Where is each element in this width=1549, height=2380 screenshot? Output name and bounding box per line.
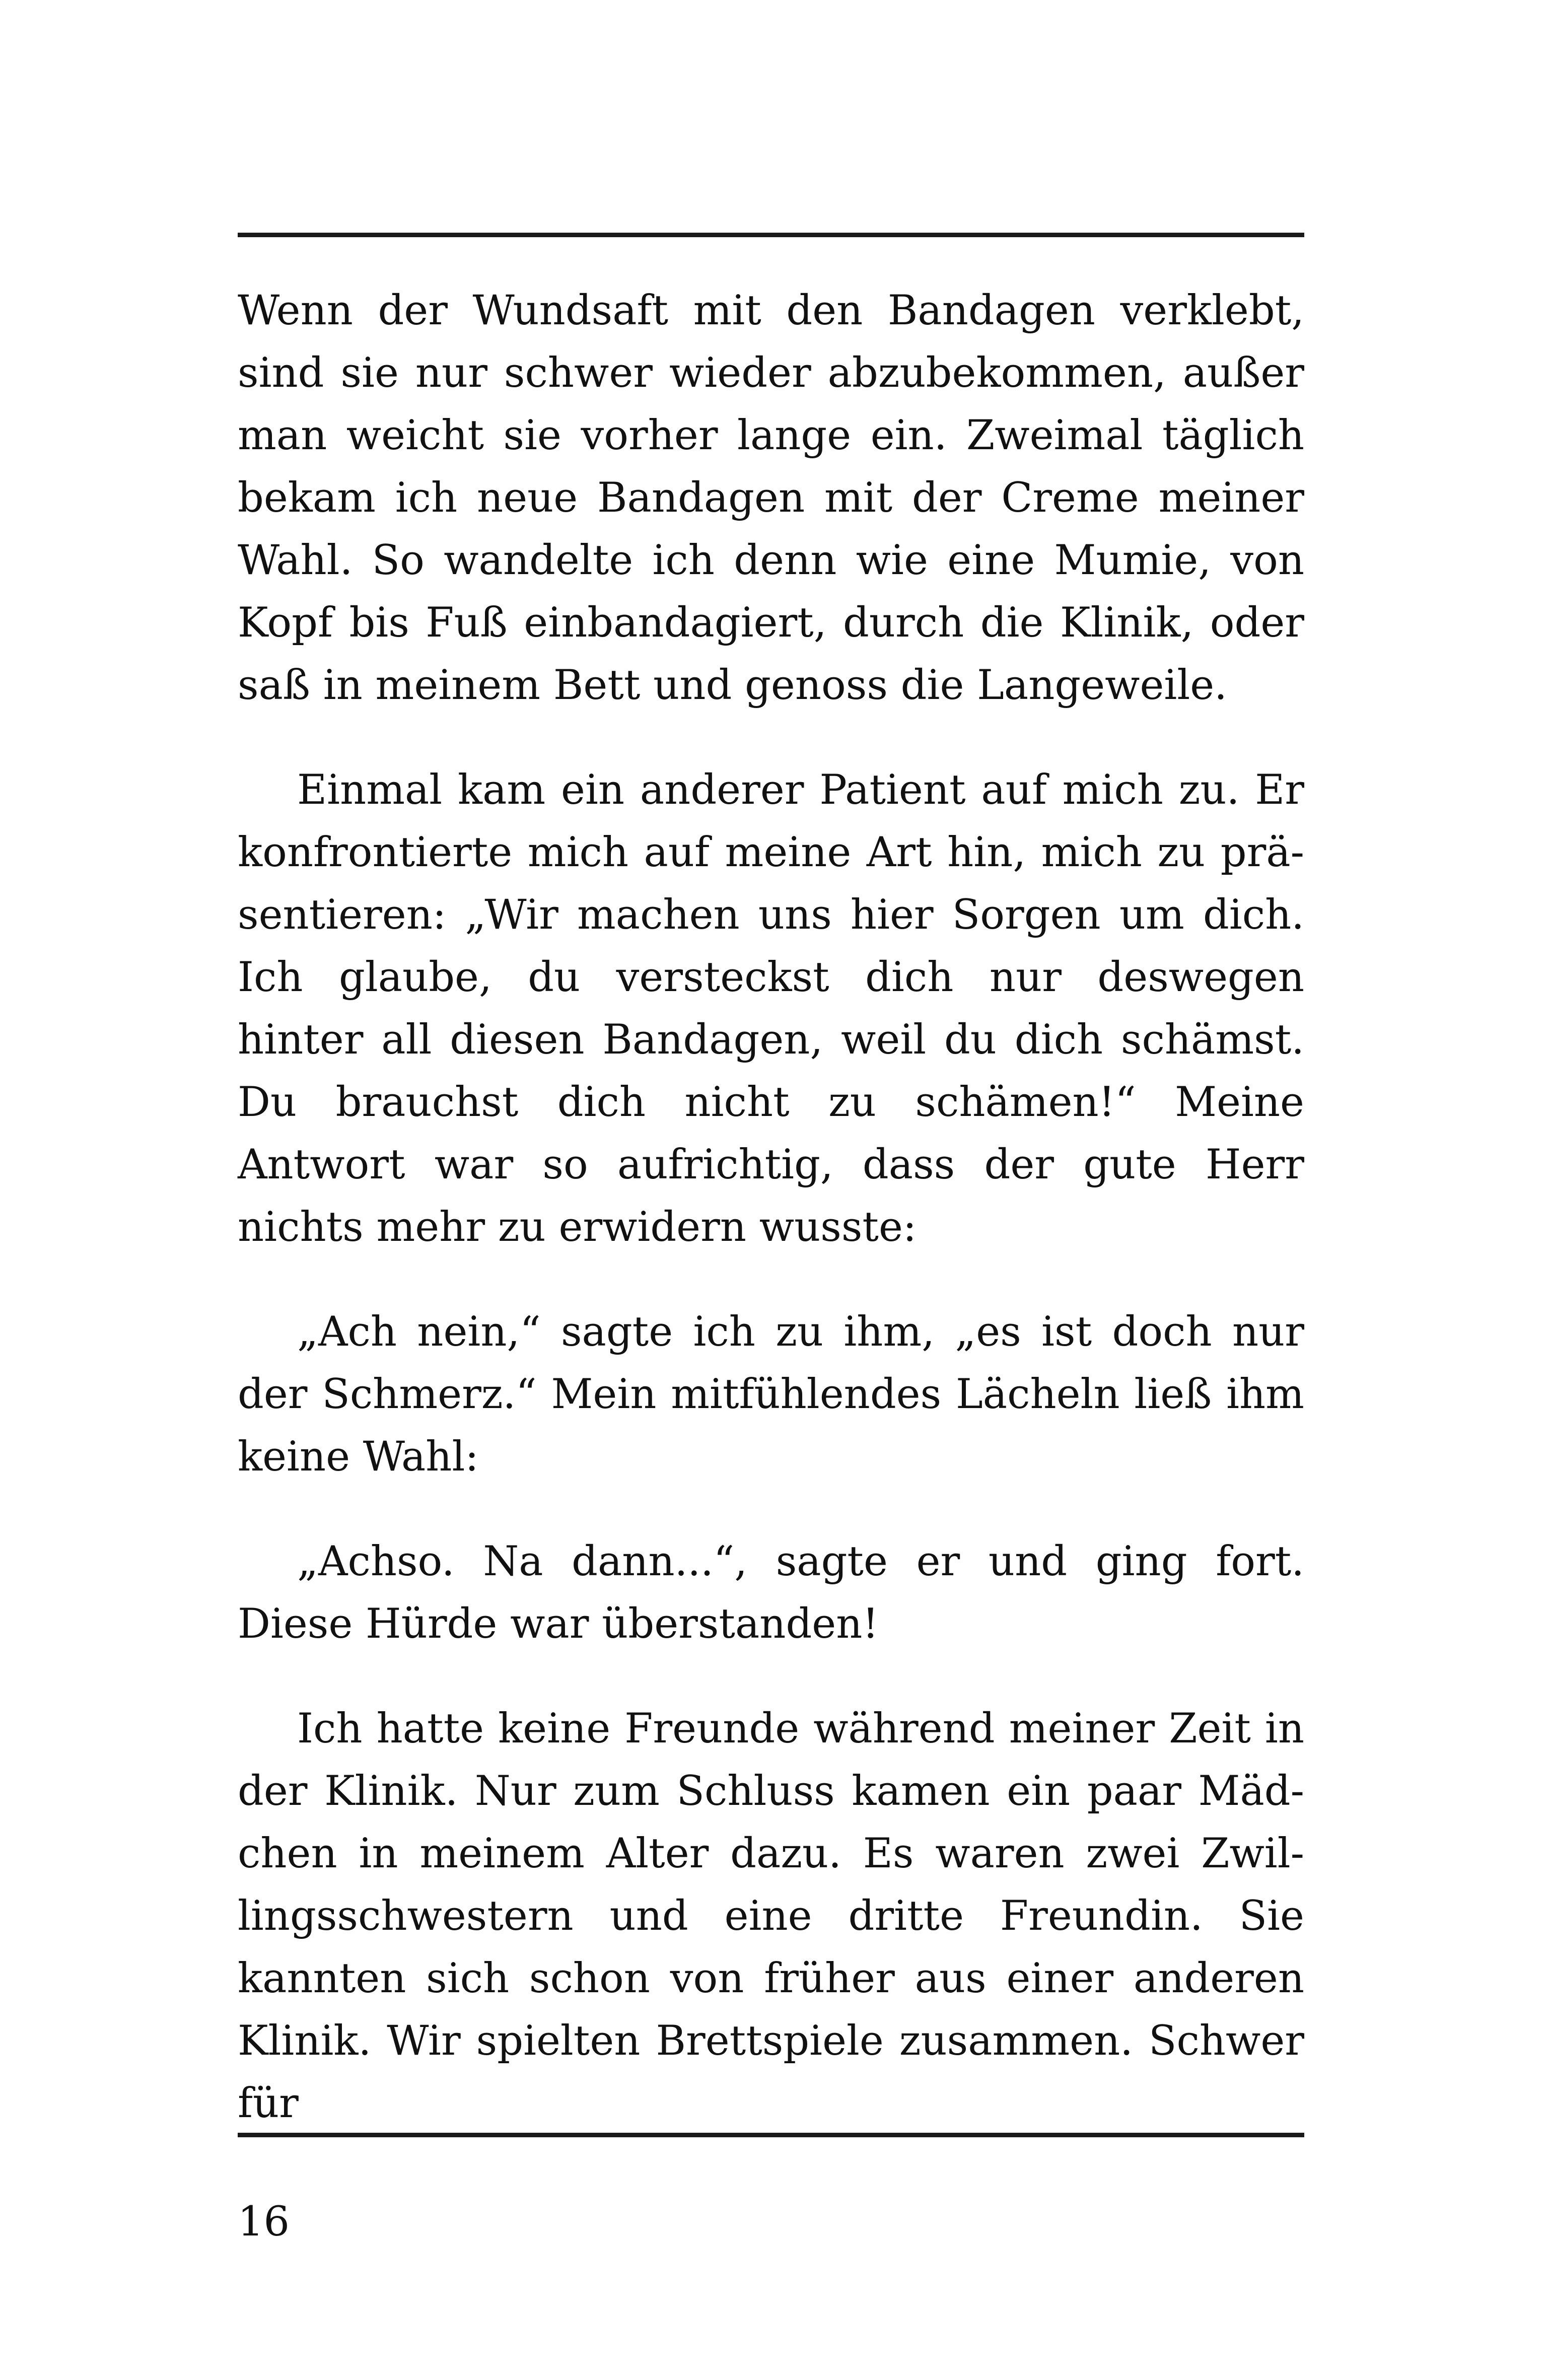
paragraph-1: Wenn der Wundsaft mit den Bandagen verklebt, sind sie nur schwer wieder abzubekommen, außer man weicht sie vorher lange ein. Zweimal täglich bekam ich neue Bandagen mit der Creme meiner Wahl. So wandelte ich denn wie eine Mumie, von Kopf bis Fuß einbandagiert, durch die Klinik, oder saß in meinem Bett und genoss die Langeweile. — [238, 287, 1304, 709]
paragraph-3: „Ach nein,“ sagte ich zu ihm, „es ist doch nur der Schmerz.“ Mein mitfühlendes Lächeln ließ ihm keine Wahl: — [238, 1308, 1304, 1481]
paragraph-2: Einmal kam ein anderer Patient auf mich zu. Er konfrontierte mich auf meine Art hin, mich zu präsentieren: „Wir machen uns hier Sorgen um dich. Ich glaube, du versteckst dich nur deswegen hinter all diesen Bandagen, weil du dich schämst. Du brauchst dich nicht zu schämen!“ Meine Antwort war so aufrichtig, dass der gute Herr nichts mehr zu erwidern wusste: — [238, 766, 1304, 1251]
page-number: 16 — [238, 2198, 290, 2246]
body-text — [238, 279, 1304, 2135]
header-rule — [238, 233, 1304, 237]
paragraph-5: Ich hatte keine Freunde während meiner Zeit in der Klinik. Nur zum Schluss kamen ein paar Mädchen in meinem Alter dazu. Es waren zwei Zwillingsschwestern und eine dritte Freundin. Sie kannten sich schon von früher aus einer anderen Klinik. Wir spielten Brettspiele zusammen. Schwer für — [238, 1705, 1304, 2127]
paragraph-4: „Achso. Na dann...“, sagte er und ging fort. Diese Hürde war überstanden! — [238, 1538, 1304, 1648]
footer-rule — [238, 2133, 1304, 2137]
